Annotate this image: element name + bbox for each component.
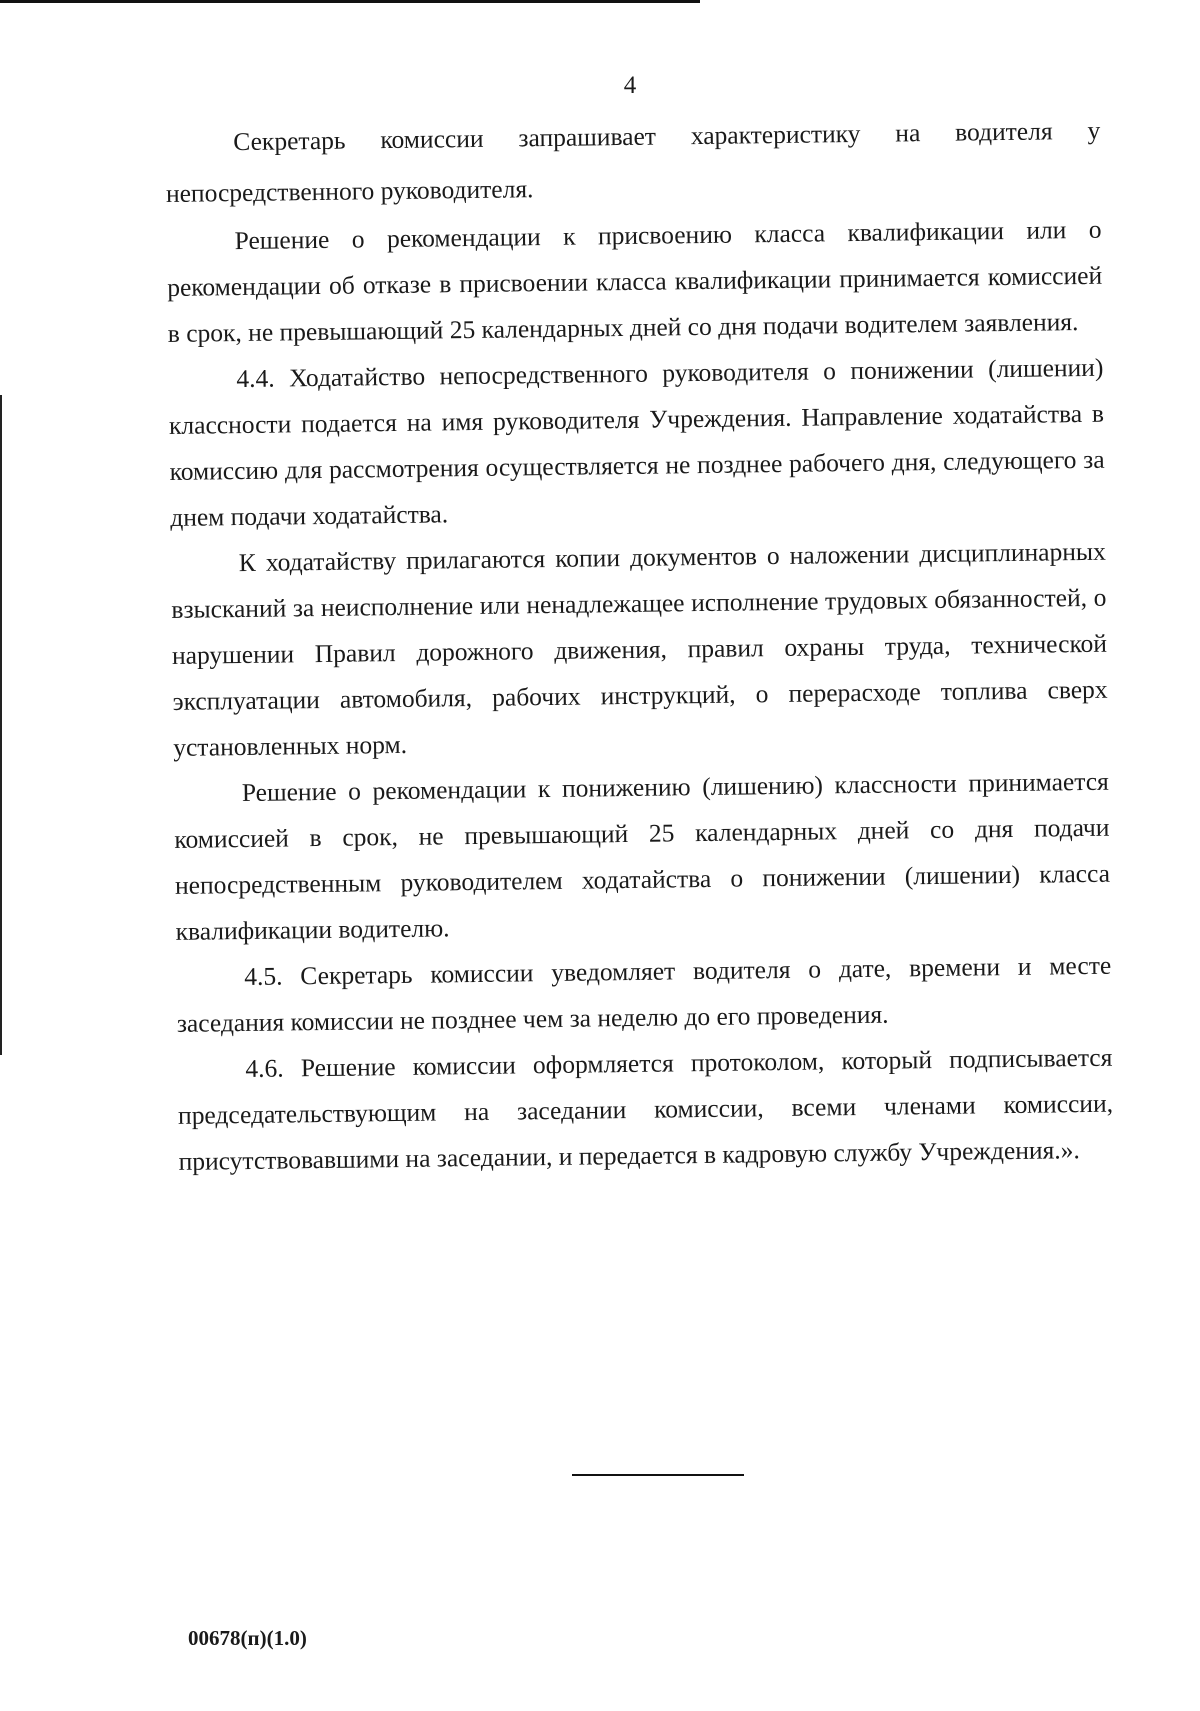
- document-body: [165, 106, 1114, 1185]
- top-scan-edge: [0, 0, 700, 3]
- page-number: 4: [623, 72, 637, 99]
- paragraph-petition-attachments: К ходатайству прилагаются копии документов о наложении дисциплинарных взысканий за неисполнение или ненадлежащее исполнение трудовых обязанностей, о нарушении Правил дорожного движения, правил охраны труда, технической эксплуатации автомобиля, рабочих инструкций, о перерасходе топлива сверх установленных норм.: [171, 536, 1108, 762]
- paragraph-4-6-protocol: 4.6. Решение комиссии оформляется протоколом, который подписывается председательствующим на заседании комиссии, всеми членами комиссии, присутствовавшими на заседании, и передается в кадровую службу Учреждения.».: [177, 1042, 1114, 1176]
- document-code: 00678(п)(1.0): [188, 1626, 307, 1650]
- left-scan-edge: [0, 395, 2, 1055]
- paragraph-secretary-request: Секретарь комиссии запрашивает характеристику на водителя у непосредственного руководителя.: [165, 115, 1101, 208]
- paragraph-decision-assignment: Решение о рекомендации к присвоению класса квалификации или о рекомендации об отказе в присвоении класса квалификации принимается комиссией в срок, не превышающий 25 календарных дней со дня подачи водителем заявления.: [167, 214, 1103, 348]
- paragraph-4-5-notification: 4.5. Секретарь комиссии уведомляет водителя о дате, времени и месте заседания комиссии не позднее чем за неделю до его проведения.: [176, 950, 1112, 1038]
- paragraph-decision-downgrade: Решение о рекомендации к понижению (лишению) классности принимается комиссией в срок, не превышающий 25 календарных дней со дня подачи непосредственным руководителем ходатайства о понижении (лишении) класса квалификации водителю.: [174, 766, 1111, 946]
- paragraph-4-4-petition: 4.4. Ходатайство непосредственного руководителя о понижении (лишении) классности подается на имя руководителя Учреждения. Направление ходатайства в комиссию для рассмотрения осуществляется не позднее рабочего дня, следующего за днем подачи ходатайства.: [168, 352, 1105, 532]
- end-separator-line: [572, 1474, 744, 1476]
